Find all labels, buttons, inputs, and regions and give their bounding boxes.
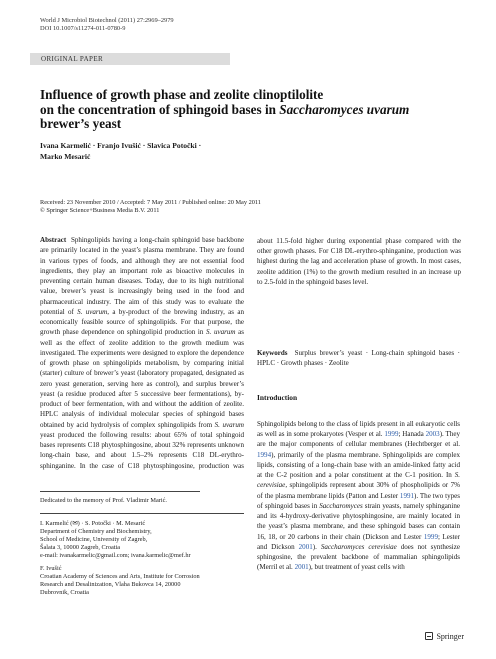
affiliation-rule (40, 513, 244, 514)
title-species: Saccharomyces uvarum (279, 101, 410, 117)
abstract-continuation: about 11.5-fold higher during exponential phase compared with the other growth phases. For C18 DL-erythro-sphinganine, production was highest during the lag and acceleration phase of growth. In most cases, zeolite addition (1%) to the growth medium resulted in an increase up to 2.5-fold in the sphingoid bases level. (257, 236, 461, 286)
publication-dates (40, 199, 261, 216)
publisher-logo (425, 632, 464, 641)
citation-link[interactable]: 2001 (294, 563, 309, 572)
affiliation-2: F. Ivušić Croatian Academy of Sciences and Arts, Institute for Corrosion Research and Desalinization, Vlaha Bukovca 14, 20000 Dubrovnik, Croatia (40, 565, 200, 597)
journal-header (40, 17, 174, 33)
title-line-2: on the concentration of sphingoid bases in Saccharomyces uvarum (40, 101, 410, 117)
left-column (40, 235, 244, 470)
affiliation-1: I. Karmelić (✉) · S. Potočki · M. Mesarić Department of Chemistry and Biochemistry, School of Medicine, University of Zagreb, Šalata 3, 10000 Zagreb, Croatia e-mail: ivanakarmelic@gmail.com; ivana.karmelic@mef.hr (40, 520, 244, 560)
title-line-3: brewer’s yeast (40, 116, 122, 132)
footnote-rule (40, 491, 200, 492)
dates-line: Received: 23 November 2010 / Accepted: 7 May 2011 / Published online: 20 May 2011 (40, 199, 261, 206)
category-label: ORIGINAL PAPER (41, 55, 104, 63)
abstract-continuation-wrap (257, 235, 461, 338)
authors-line-1: Ivana Karmelić · Franjo Ivušić · Slavica Potočki · (40, 141, 202, 150)
citation-link[interactable]: 1999 (384, 430, 399, 438)
keywords-label: Keywords (257, 349, 288, 357)
doi: DOI 10.1007/s11274-011-0780-9 (40, 25, 126, 33)
keywords: Keywords Surplus brewer’s yeast · Long-chain sphingoid bases · HPLC · Growth phases · Zeolite (257, 349, 461, 368)
dedication: Dedicated to the memory of Prof. Vladimir Marić. (40, 497, 168, 504)
introduction-heading: Introduction (257, 392, 298, 402)
citation-link[interactable]: 2003 (425, 430, 440, 438)
springer-horse-icon (425, 632, 433, 640)
abstract: Abstract Sphingolipids having a long-chain sphingoid base backbone are primarily located in the yeast’s plasma membrane. They are found in various types of foods, and although they are not essential food ingredients, they play an important role as bioactive molecules in preventing certain human diseases. Today, due to its high nutritional value, brewer’s yeast is increasingly being used in the food and pharmaceutical industry. The aim of this study was to evaluate the potential of S. uvarum, a by-product of the brewing industry, as an economically feasible source of sphingolipids. For that purpose, the growth phase dependence on sphingolipid production in S. uvarum as well as the effect of zeolite addition to the growth medium was investigated. The experiments were designed to explore the dependence of growth phase on sphingolipids metabolism, by comparing initial (starter) culture of brewer’s yeast (laboratory propagated, designated as zero yeast generation, serving here as control), and surplus brewer’s yeast (a residue produced after 5 successive beer fermentations), by-product of beer fermentation, with and without the addition of zeolite. HPLC analysis of individual molecular species of sphingoid bases obtained by acid hydrolysis of complex sphingolipids from S. uvarum yeast produced the following results: about 65% of total sphingoid bases represents C18 phytosphingosine, about 32% represents unknown long-chain base, and about 1.5–2% represents C18 DL-erythro-sphinganine. In the case of C18 phytosphingosine, production was (40, 236, 244, 470)
introduction-text: Sphingolipids belong to the class of lipids present in all eukaryotic cells as well as in some prokaryotes (Vesper et al. 1999; Hanada 2003). They are the major components of cellular membranes (Hechtberger et al. 1994), primarily of the plasma membrane. Sphingolipids are complex lipids, consisting of a long-chain base with an amide-linked fatty acid at the C-2 position and a polar constituent at the C-1 position. In S. cerevisiae, sphingolipids represent about 30% of phospholipids or 7% of the plasma membrane lipids (Patton and Lester 1991). The two types of sphingoid bases in Saccharomyces strain yeasts, namely sphinganine and its 4-hydroxy-derivative phytosphingosine, are mainly located in the yeast’s plasma membrane, and these sphingoid bases can contain 16, 18, or 20 carbons in their chain (Dickson and Lester 1999; Lester and Dickson 2001). Saccharomyces cerevisiae does not synthesize sphingosine, the prevalent backbone of mammalian sphingolipids (Merril et al. 2001), but treatment of yeast cells with (257, 419, 461, 572)
journal-citation: World J Microbiol Biotechnol (2011) 27:2969–2979 (40, 17, 174, 24)
footnote-block (40, 491, 244, 597)
citation-link[interactable]: 1999 (423, 532, 438, 541)
author-list (40, 141, 400, 163)
citation-link[interactable]: 1994 (257, 450, 272, 459)
corresponding-email[interactable]: e-mail: ivanakarmelic@gmail.com; ivana.karmelic@mef.hr (40, 551, 191, 559)
title-line-1: Influence of growth phase and zeolite clinoptilolite (40, 87, 324, 102)
right-column (257, 235, 460, 573)
citation-link[interactable]: 1991 (399, 491, 415, 500)
copyright-line: © Springer Science+Business Media B.V. 2011 (40, 207, 160, 215)
paper-title (40, 88, 460, 132)
authors-line-2: Marko Mesarić (40, 151, 91, 161)
category-bar (30, 53, 230, 65)
citation-link[interactable]: 2001 (298, 542, 313, 551)
publisher-name: Springer (436, 632, 464, 641)
abstract-label: Abstract (40, 236, 67, 244)
